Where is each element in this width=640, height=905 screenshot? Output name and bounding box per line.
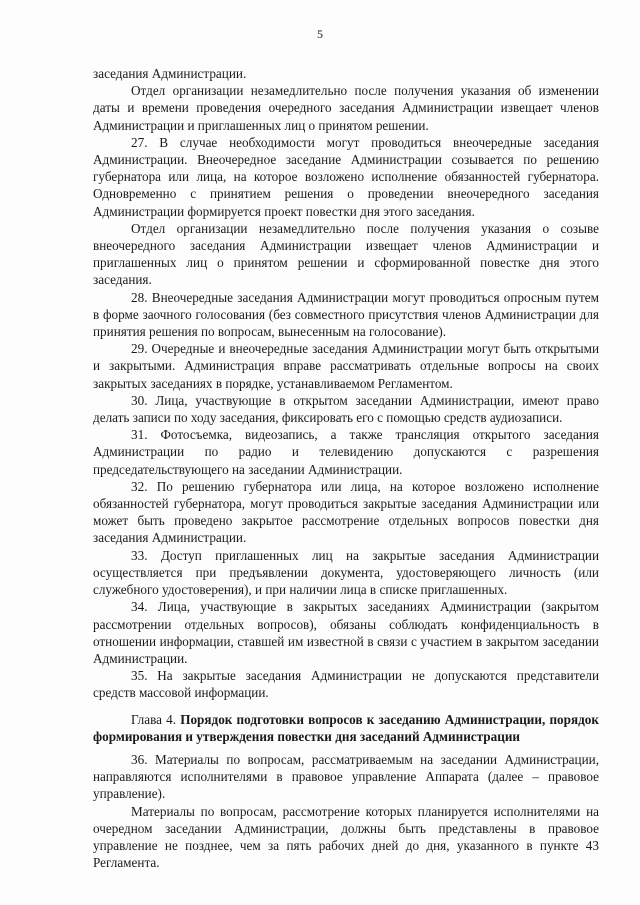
paragraph: Материалы по вопросам, рассмотрение которых планируется исполнителями на очередном заседании Администрации, должны быть представлены в правовое управление не позднее, чем за пять рабочих дней до дня, указанного в пункте 43 Регламента.: [93, 803, 599, 871]
paragraph: 33. Доступ приглашенных лиц на закрытые заседания Администрации осуществляется при предъявлении документа, удостоверяющего личность (или служебного удостоверения), и при наличии лица в списке приглашенных.: [93, 547, 599, 598]
paragraph: 35. На закрытые заседания Администрации не допускаются представители средств массовой информации.: [93, 668, 599, 701]
page-number: 5: [317, 27, 323, 41]
paragraphs-before-chapter: [93, 65, 599, 702]
paragraph: 36. Материалы по вопросам, рассматриваемым на заседании Администрации, направляются исполнителями в правовое управление Аппарата (далее – правовое управление).: [93, 751, 599, 802]
paragraph: 28. Внеочередные заседания Администрации могут проводиться опросным путем в форме заочного голосования (без совместного присутствия членов Администрации для принятия решения по вопросам, вынесенным на голосование).: [93, 289, 599, 340]
paragraph: 29. Очередные и внеочередные заседания Администрации могут быть открытыми и закрытыми. Администрация вправе рассматривать отдельные вопросы на своих закрытых заседаниях в порядке, устанавливаемом Регламентом.: [93, 341, 599, 391]
chapter-heading: [93, 711, 599, 745]
chapter-label: Глава 4.: [131, 711, 181, 727]
paragraphs-after-chapter: [93, 751, 599, 871]
paragraph: 30. Лица, участвующие в открытом заседании Администрации, имеют право делать записи по ходу заседания, фиксировать его с помощью средств аудиозаписи.: [93, 392, 599, 426]
paragraph: 31. Фотосъемка, видеозапись, а также трансляция открытого заседания Администрации по радио и телевидению допускаются с разрешения председательствующего на заседании Администрации.: [93, 427, 599, 477]
chapter-title: Порядок подготовки вопросов к заседанию Администрации, порядок формирования и утверждения повестки дня заседаний Администрации: [93, 711, 599, 744]
paragraph: 32. По решению губернатора или лица, на которое возложено исполнение обязанностей губернатора, могут проводиться закрытые заседания Администрации или может быть проведено закрытое рассмотрение отдельных вопросов повестки дня заседания Администрации.: [93, 478, 599, 546]
document-body: [93, 65, 599, 871]
paragraph: заседания Администрации.: [93, 66, 247, 81]
paragraph: Отдел организации незамедлительно после получения указания об изменении даты и времени проведения очередного заседания Администрации извещает членов Администрации и приглашенных лиц о принятом решении.: [93, 83, 599, 133]
paragraph: Отдел организации незамедлительно после получения указания о созыве внеочередного заседания Администрации извещает членов Администрации и приглашенных лиц о принятом решении и сформированной повестке дня этого заседания.: [93, 220, 599, 288]
paragraph: 34. Лица, участвующие в закрытых заседаниях Администрации (закрытом рассмотрении отдельных вопросов), обязаны соблюдать конфиденциальность в отношении информации, ставшей им известной в связи с участием в закрытом заседании Администрации.: [93, 599, 599, 666]
paragraph: 27. В случае необходимости могут проводиться внеочередные заседания Администрации. Внеочередное заседание Администрации созывается по решению губернатора или лица, на которое возложено исполнение обязанностей губернатора. Одновременно с принятием решения о проведении внеочередного заседания Администрации формируется проект повестки дня этого заседания.: [93, 134, 599, 219]
